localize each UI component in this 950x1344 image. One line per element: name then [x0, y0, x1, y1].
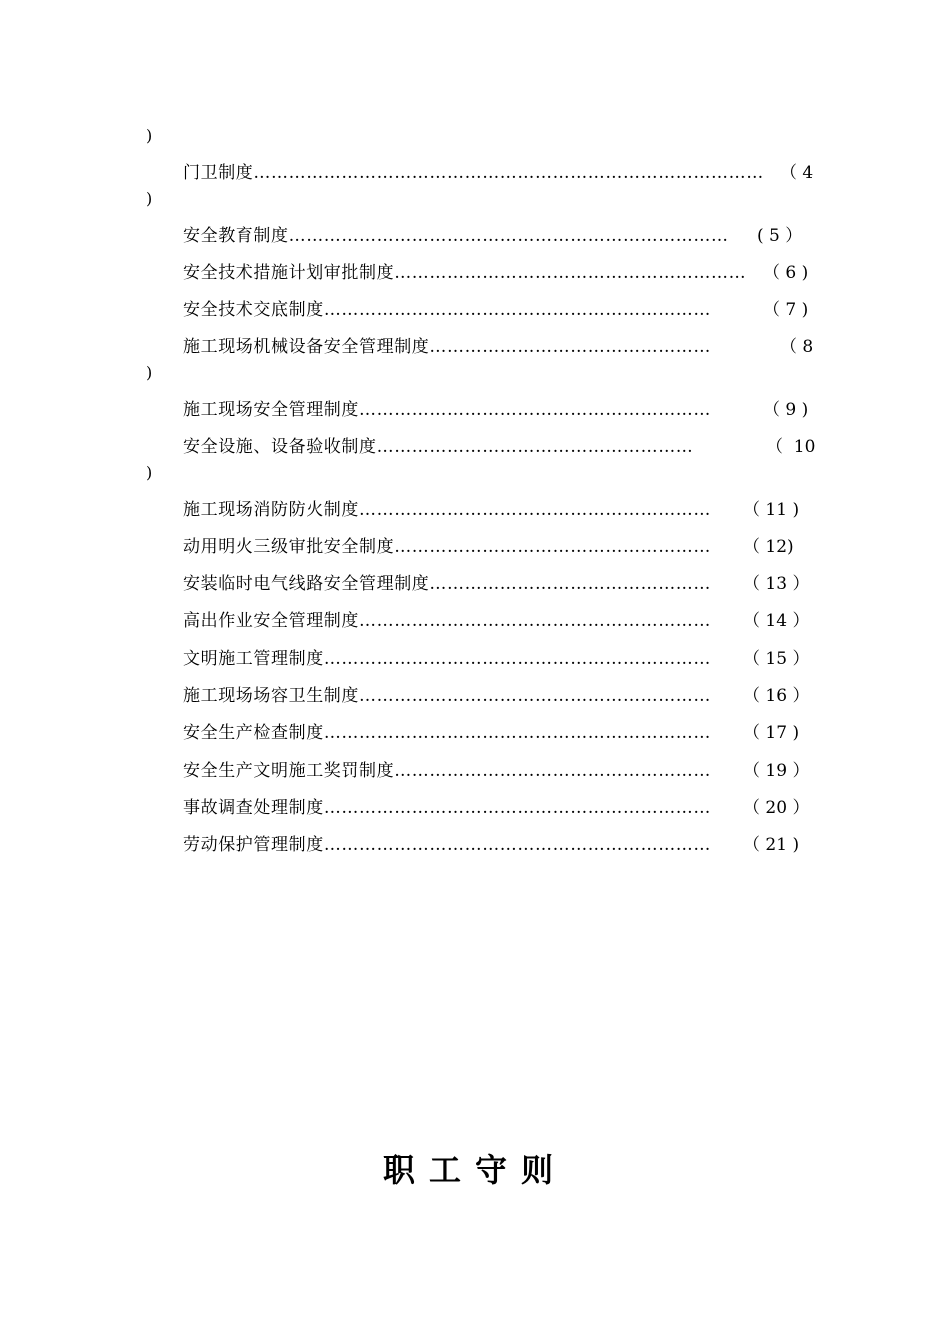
toc-entry-title: 安全生产文明施工奖罚制度	[183, 761, 395, 781]
toc-entry-leader: ………………………………………………	[394, 537, 712, 557]
toc-entry-page: （ 7 )	[763, 300, 809, 320]
toc-entry-leader: ……………………………………………………………………………	[253, 163, 764, 183]
toc-entry-leader: …………………………………………………………	[323, 723, 712, 743]
toc-entry	[183, 336, 711, 358]
toc-entry-title: 事故调查处理制度	[183, 798, 324, 818]
toc-entry-leader: …………………………………………………………	[323, 300, 712, 320]
toc-entry-leader: …………………………………………	[429, 337, 712, 357]
toc-entry-leader: ……………………………………………………	[394, 263, 747, 283]
toc-entry-page: （ 10	[766, 437, 816, 457]
toc-entry-title: 高出作业安全管理制度	[183, 611, 359, 631]
toc-entry-leader: …………………………………………………………	[323, 835, 712, 855]
toc-entry	[183, 685, 711, 707]
toc-entry-page: （ 9 )	[763, 400, 809, 420]
toc-entry-page: （ 19 ）	[743, 761, 810, 781]
toc-entry	[183, 162, 764, 184]
toc-entry-page: （ 21 )	[743, 835, 800, 855]
toc-entry-leader: ……………………………………………………	[359, 400, 711, 420]
toc-entry-leader: ……………………………………………………	[359, 500, 711, 520]
toc-entry-title: 安全教育制度	[183, 226, 289, 246]
toc-entry	[183, 399, 711, 421]
toc-entry-page: （ 17 )	[743, 723, 800, 743]
toc-entry-leader: …………………………………………………………	[323, 649, 712, 669]
toc-entry-page: （ 11 )	[743, 500, 800, 520]
toc-entry-leader: ……………………………………………………	[359, 611, 711, 631]
toc-entry	[183, 722, 711, 744]
toc-wrap-paren: )	[146, 363, 153, 382]
toc-entry-title: 安全技术交底制度	[183, 300, 324, 320]
toc-entry-title: 劳动保护管理制度	[183, 835, 324, 855]
toc-entry-title: 安全技术措施计划审批制度	[183, 263, 395, 283]
toc-entry-title: 文明施工管理制度	[183, 649, 324, 669]
toc-entry-title: 动用明火三级审批安全制度	[183, 537, 395, 557]
toc-entry-page: （ 4	[780, 163, 814, 183]
toc-entry	[183, 225, 729, 247]
toc-entry-page: （ 15 ）	[743, 649, 810, 669]
toc-entry	[183, 499, 711, 521]
toc-entry	[183, 573, 711, 595]
toc-entry-leader: ……………………………………………………	[359, 686, 711, 706]
toc-entry-leader: …………………………………………	[429, 574, 712, 594]
toc-entry-title: 施工现场机械设备安全管理制度	[183, 337, 430, 357]
toc-entry-leader: ………………………………………………	[394, 761, 712, 781]
toc-entry-page: （ 16 ）	[743, 686, 810, 706]
toc-entry-page: （ 12)	[743, 537, 794, 557]
toc-entry-page: （ 14 ）	[743, 611, 810, 631]
toc-wrap-paren: )	[146, 463, 153, 482]
toc-entry-title: 施工现场安全管理制度	[183, 400, 359, 420]
toc-entry-leader: ………………………………………………	[376, 437, 694, 457]
section-heading: 职工守则	[382, 1151, 567, 1189]
toc-wrap-paren: )	[146, 126, 153, 145]
toc-entry	[183, 262, 746, 284]
toc-entry-leader: …………………………………………………………	[323, 798, 712, 818]
toc-entry	[183, 797, 711, 819]
toc-entry	[183, 436, 693, 458]
toc-entry	[183, 648, 711, 670]
toc-entry-title: 门卫制度	[183, 163, 254, 183]
toc-entry	[183, 834, 711, 856]
toc-entry-page: （ 8	[780, 337, 814, 357]
toc-entry-page: ( 5 ）	[757, 226, 803, 246]
toc-entry-page: （ 20 ）	[743, 798, 810, 818]
toc-entry-leader: …………………………………………………………………	[288, 226, 729, 246]
toc-entry	[183, 299, 711, 321]
toc-entry	[183, 760, 711, 782]
toc-entry-title: 安装临时电气线路安全管理制度	[183, 574, 430, 594]
toc-entry-title: 安全设施、设备验收制度	[183, 437, 377, 457]
toc-entry-title: 安全生产检查制度	[183, 723, 324, 743]
toc-entry-page: （ 13 ）	[743, 574, 810, 594]
toc-entry-title: 施工现场消防防火制度	[183, 500, 359, 520]
toc-entry	[183, 536, 711, 558]
toc-entry	[183, 610, 711, 632]
toc-entry-page: （ 6 )	[763, 263, 809, 283]
toc-entry-title: 施工现场场容卫生制度	[183, 686, 359, 706]
toc-wrap-paren: )	[146, 189, 153, 208]
